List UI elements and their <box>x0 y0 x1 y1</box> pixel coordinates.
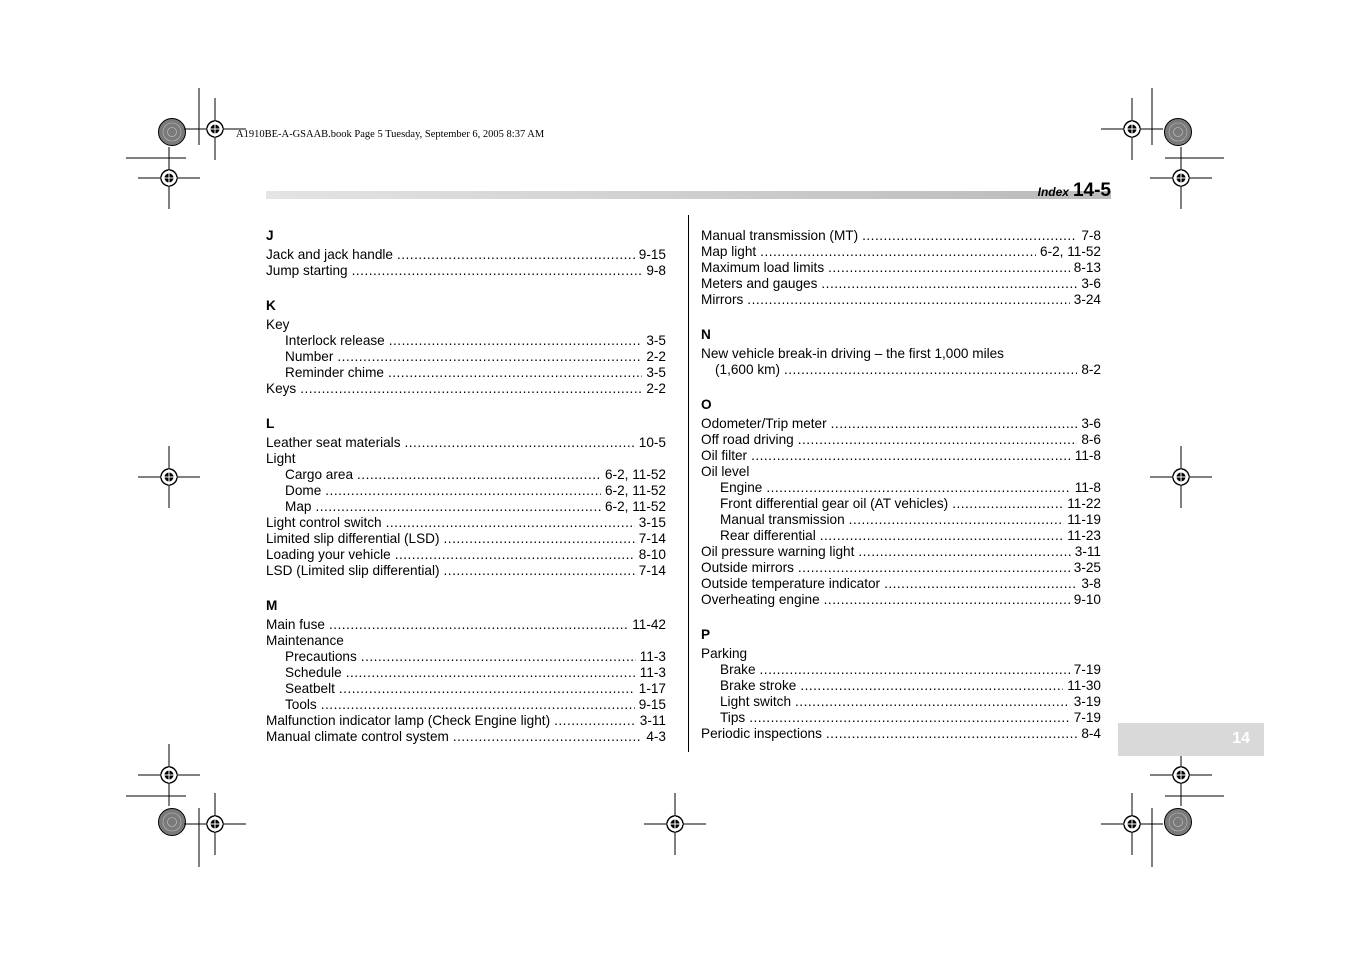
section-title: Index <box>1037 185 1069 199</box>
dot-leader <box>389 333 643 349</box>
entry-page-ref: 11-3 <box>639 649 666 664</box>
dot-leader <box>386 515 635 531</box>
entry-page-ref: 11-22 <box>1067 496 1101 511</box>
chapter-tab <box>1118 723 1264 756</box>
index-entry-heading: Maintenance <box>266 633 344 648</box>
index-subentry <box>266 697 666 713</box>
entry-label: Brake <box>720 662 756 677</box>
entry-page-ref: 8-10 <box>638 547 666 562</box>
index-letter-heading: K <box>266 298 276 313</box>
entry-label: Limited slip differential (LSD) <box>266 531 440 546</box>
entry-page-ref: 8-2 <box>1081 362 1101 377</box>
dot-leader <box>346 665 636 681</box>
entry-page-ref: 3-19 <box>1073 694 1101 709</box>
dot-leader <box>800 678 1063 694</box>
entry-page-ref: 3-6 <box>1081 416 1101 431</box>
dot-leader <box>395 547 635 563</box>
dot-leader <box>795 694 1070 710</box>
dot-leader <box>444 563 635 579</box>
index-entry-heading: Key <box>266 317 290 332</box>
entry-label: Manual transmission <box>720 512 845 527</box>
index-letter-heading: J <box>266 228 274 243</box>
index-subentry <box>701 528 1101 544</box>
index-entry <box>266 547 666 563</box>
dot-leader <box>453 729 643 745</box>
index-entry <box>266 381 666 397</box>
header-bar <box>266 191 1038 199</box>
entry-label: LSD (Limited slip differential) <box>266 563 440 578</box>
dot-leader <box>828 260 1070 276</box>
dot-leader <box>849 512 1064 528</box>
index-entry <box>701 260 1101 276</box>
entry-label: Engine <box>720 480 763 495</box>
entry-page-ref: 2-2 <box>646 349 666 364</box>
entry-label: Front differential gear oil (AT vehicles) <box>720 496 949 511</box>
index-subentry <box>266 649 666 665</box>
entry-page-ref: 8-4 <box>1081 726 1101 741</box>
entry-label: Mirrors <box>701 292 744 307</box>
entry-label: Leather seat materials <box>266 435 401 450</box>
index-entry <box>266 563 666 579</box>
index-entry <box>701 276 1101 292</box>
entry-label: Schedule <box>285 665 342 680</box>
entry-label: Loading your vehicle <box>266 547 391 562</box>
entry-label: Malfunction indicator lamp (Check Engine light) <box>266 713 551 728</box>
dot-leader <box>321 697 635 713</box>
entry-label: Map light <box>701 244 757 259</box>
entry-page-ref: 3-6 <box>1081 276 1101 291</box>
entry-page-ref: 11-8 <box>1074 448 1101 463</box>
entry-page-ref: 3-25 <box>1073 560 1101 575</box>
dot-leader <box>405 435 635 451</box>
index-entry <box>701 592 1101 608</box>
entry-page-ref: 11-30 <box>1067 678 1101 693</box>
page-number: 14-5 <box>1072 180 1111 201</box>
entry-label: Oil filter <box>701 448 748 463</box>
index-subentry <box>701 496 1101 512</box>
index-entry <box>266 713 666 729</box>
dot-leader <box>798 432 1078 448</box>
index-letter-heading: L <box>266 416 275 431</box>
entry-label: Brake stroke <box>720 678 797 693</box>
entry-label: Tips <box>720 710 746 725</box>
entry-label: Odometer/Trip meter <box>701 416 827 431</box>
page-header <box>1038 180 1111 202</box>
entry-page-ref: 3-24 <box>1073 292 1101 307</box>
entry-page-ref: 7-14 <box>638 531 666 546</box>
index-subentry <box>266 499 666 515</box>
index-entry <box>266 515 666 531</box>
entry-label: Outside mirrors <box>701 560 794 575</box>
index-subentry <box>701 710 1101 726</box>
entry-label: Jack and jack handle <box>266 247 393 262</box>
entry-label: Off road driving <box>701 432 794 447</box>
entry-page-ref: 3-5 <box>646 365 666 380</box>
entry-page-ref: 11-42 <box>632 617 666 632</box>
entry-label: Maximum load limits <box>701 260 825 275</box>
entry-page-ref: 11-23 <box>1067 528 1101 543</box>
index-entry <box>266 435 666 451</box>
entry-page-ref: 9-10 <box>1073 592 1101 607</box>
dot-leader <box>884 576 1077 592</box>
index-column-right <box>701 228 1101 742</box>
index-subentry <box>266 467 666 483</box>
entry-label: Main fuse <box>266 617 325 632</box>
index-subentry <box>266 681 666 697</box>
entry-label: Interlock release <box>285 333 385 348</box>
index-column-left <box>266 228 666 745</box>
dot-leader <box>749 710 1070 726</box>
index-entry <box>701 544 1101 560</box>
dot-leader <box>952 496 1063 512</box>
dot-leader <box>444 531 635 547</box>
dot-leader <box>357 467 601 483</box>
dot-leader <box>337 349 642 365</box>
entry-page-ref: 11-3 <box>639 665 666 680</box>
index-entry <box>701 576 1101 592</box>
entry-label: Seatbelt <box>285 681 335 696</box>
dot-leader <box>554 713 636 729</box>
entry-page-ref: 9-15 <box>638 697 666 712</box>
dot-leader <box>329 617 628 633</box>
index-entry-heading: Light <box>266 451 296 466</box>
entry-page-ref: 7-14 <box>638 563 666 578</box>
entry-page-ref: 6-2, 11-52 <box>605 499 666 514</box>
index-subentry <box>266 333 666 349</box>
entry-page-ref: 8-6 <box>1081 432 1101 447</box>
entry-label: (1,600 km) <box>715 362 780 377</box>
index-entry <box>701 228 1101 244</box>
dot-leader <box>858 544 1070 560</box>
index-entry <box>701 362 1101 378</box>
index-entry <box>266 729 666 745</box>
index-subentry <box>701 512 1101 528</box>
entry-page-ref: 3-11 <box>639 713 666 728</box>
index-entry-heading: New vehicle break-in driving – the first 1,000 miles <box>701 346 1004 361</box>
index-letter-heading: O <box>701 397 712 412</box>
dot-leader <box>862 228 1077 244</box>
index-entry <box>266 247 666 263</box>
index-entry <box>701 416 1101 432</box>
index-entry-heading: Parking <box>701 646 748 661</box>
dot-leader <box>397 247 635 263</box>
index-subentry <box>701 662 1101 678</box>
entry-label: Outside temperature indicator <box>701 576 881 591</box>
index-subentry <box>701 694 1101 710</box>
index-subentry <box>266 483 666 499</box>
index-entry <box>266 263 666 279</box>
entry-label: Light control switch <box>266 515 382 530</box>
index-entry <box>266 617 666 633</box>
dot-leader <box>352 263 643 279</box>
print-slug: A1910BE-A-GSAAB.book Page 5 Tuesday, September 6, 2005 8:37 AM <box>236 129 545 140</box>
chapter-tab-number: 14 <box>1232 730 1250 747</box>
dot-leader <box>784 362 1077 378</box>
index-subentry <box>701 480 1101 496</box>
entry-page-ref: 6-2, 11-52 <box>605 467 666 482</box>
entry-label: Tools <box>285 697 317 712</box>
index-entry <box>701 292 1101 308</box>
entry-label: Rear differential <box>720 528 816 543</box>
entry-page-ref: 8-13 <box>1073 260 1101 275</box>
index-entry <box>701 560 1101 576</box>
entry-page-ref: 10-5 <box>638 435 666 450</box>
entry-page-ref: 6-2, 11-52 <box>1040 244 1101 259</box>
dot-leader <box>747 292 1069 308</box>
entry-label: Periodic inspections <box>701 726 822 741</box>
entry-page-ref: 4-3 <box>646 729 666 744</box>
index-subentry <box>266 349 666 365</box>
index-letter-heading: P <box>701 627 711 642</box>
dot-leader <box>388 365 642 381</box>
entry-page-ref: 1-17 <box>638 681 666 696</box>
dot-leader <box>300 381 642 397</box>
index-letter-heading: N <box>701 327 711 342</box>
dot-leader <box>766 480 1070 496</box>
index-letter-heading: M <box>266 598 278 613</box>
dot-leader <box>751 448 1071 464</box>
entry-label: Meters and gauges <box>701 276 818 291</box>
entry-label: Reminder chime <box>285 365 384 380</box>
entry-page-ref: 6-2, 11-52 <box>605 483 666 498</box>
entry-label: Map <box>285 499 312 514</box>
index-entry <box>701 726 1101 742</box>
dot-leader <box>821 276 1077 292</box>
dot-leader <box>826 726 1077 742</box>
entry-label: Cargo area <box>285 467 354 482</box>
dot-leader <box>820 528 1064 544</box>
index-entry <box>701 448 1101 464</box>
entry-label: Precautions <box>285 649 357 664</box>
entry-page-ref: 7-19 <box>1073 662 1101 677</box>
entry-page-ref: 7-19 <box>1073 710 1101 725</box>
dot-leader <box>339 681 635 697</box>
dot-leader <box>824 592 1070 608</box>
dot-leader <box>315 499 601 515</box>
dot-leader <box>760 244 1036 260</box>
entry-page-ref: 9-8 <box>646 263 666 278</box>
index-entry-heading: Oil level <box>701 464 750 479</box>
entry-label: Jump starting <box>266 263 348 278</box>
entry-label: Dome <box>285 483 322 498</box>
entry-page-ref: 3-15 <box>638 515 666 530</box>
dot-leader <box>361 649 636 665</box>
index-subentry <box>701 678 1101 694</box>
entry-page-ref: 3-8 <box>1081 576 1101 591</box>
entry-page-ref: 3-11 <box>1074 544 1101 559</box>
entry-page-ref: 7-8 <box>1081 228 1101 243</box>
dot-leader <box>831 416 1078 432</box>
entry-label: Manual climate control system <box>266 729 449 744</box>
entry-page-ref: 11-8 <box>1074 480 1101 495</box>
dot-leader <box>760 662 1070 678</box>
index-entry <box>266 531 666 547</box>
entry-label: Light switch <box>720 694 792 709</box>
entry-page-ref: 9-15 <box>638 247 666 262</box>
column-divider <box>688 215 689 752</box>
entry-label: Number <box>285 349 334 364</box>
entry-page-ref: 3-5 <box>646 333 666 348</box>
dot-leader <box>325 483 601 499</box>
entry-label: Keys <box>266 381 297 396</box>
entry-page-ref: 2-2 <box>646 381 666 396</box>
dot-leader <box>798 560 1070 576</box>
index-subentry <box>266 665 666 681</box>
entry-page-ref: 11-19 <box>1067 512 1101 527</box>
entry-label: Overheating engine <box>701 592 820 607</box>
index-entry <box>701 432 1101 448</box>
entry-label: Oil pressure warning light <box>701 544 855 559</box>
index-entry <box>701 244 1101 260</box>
index-subentry <box>266 365 666 381</box>
entry-label: Manual transmission (MT) <box>701 228 859 243</box>
